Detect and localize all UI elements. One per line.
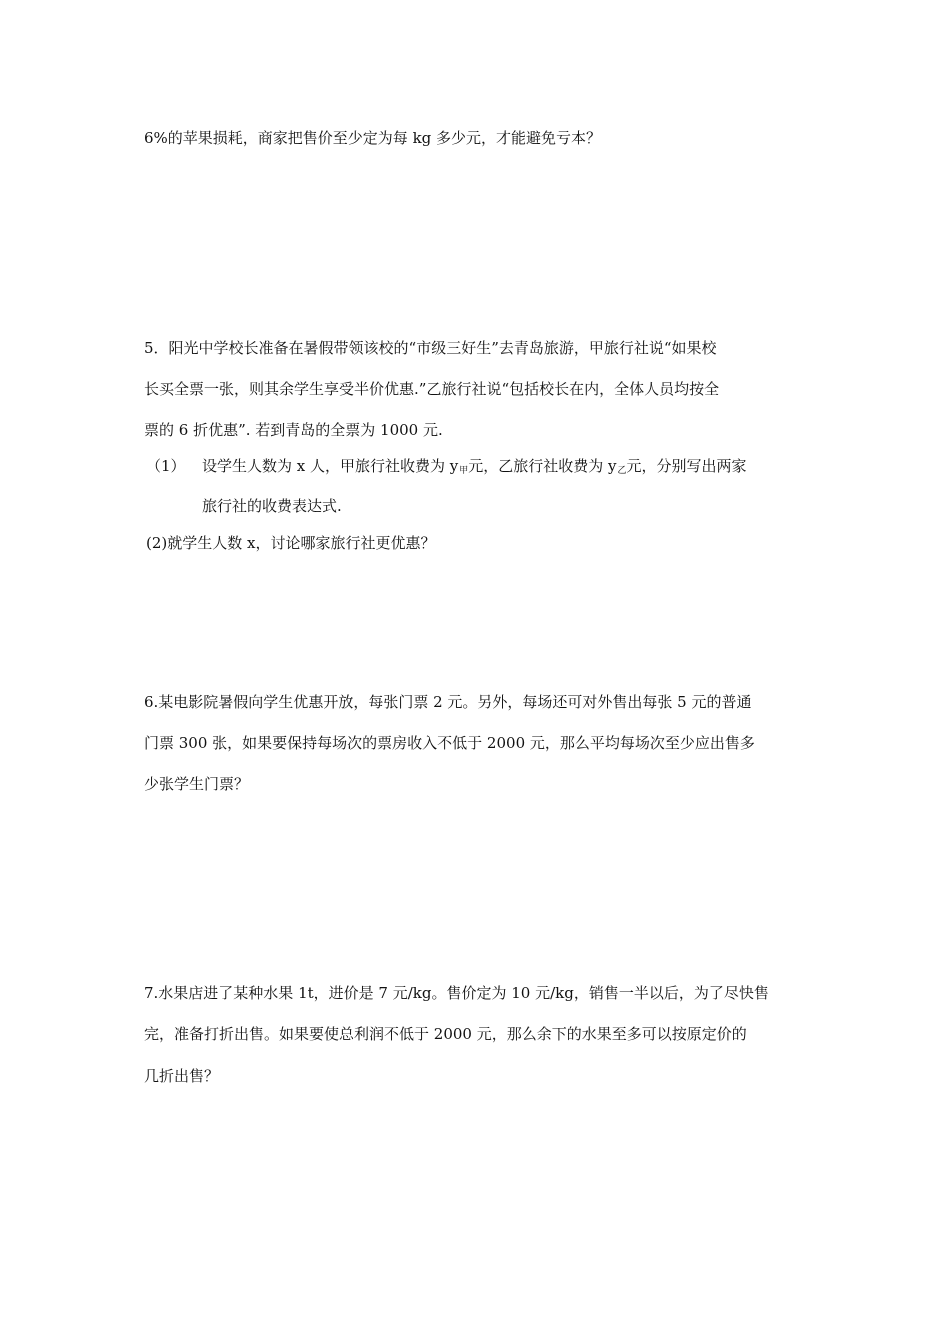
question-6-line-2: 门票 300 张，如果要保持每场次的票房收入不低于 2000 元，那么平均每场次至少应出售多 <box>144 734 755 752</box>
question-6-line-3: 少张学生门票？ <box>144 775 250 793</box>
question-7-line-2: 完，准备打折出售。如果要使总利润不低于 2000 元，那么余下的水果至多可以按原定价的 <box>144 1025 747 1043</box>
part-1-label: （1） <box>146 457 186 475</box>
part-1-text-a: 设学生人数为 x 人，甲旅行社收费为 y <box>202 457 459 475</box>
part-1-text-b: 元，乙旅行社收费为 y <box>468 457 617 475</box>
question-5-line-2: 长买全票一张，则其余学生享受半价优惠.”乙旅行社说“包括校长在内，全体人员均按全 <box>144 380 720 398</box>
question-6-line-1: 6.某电影院暑假向学生优惠开放，每张门票 2 元。另外，每场还可对外售出每张 5 元的普通 <box>144 693 752 711</box>
part-1-text-c: 元，分别写出两家 <box>626 457 747 475</box>
question-5-part-1 <box>146 456 747 481</box>
question-7-line-1: 7.水果店进了某种水果 1t，进价是 7 元/kg。售价定为 10 元/kg，销售一半以后，为了尽快售 <box>144 984 769 1002</box>
question-5-part-1-line-2: 旅行社的收费表达式. <box>202 497 342 515</box>
question-5-line-3: 票的 6 折优惠”. 若到青岛的全票为 1000 元. <box>144 421 443 439</box>
subscript-yi: 乙 <box>617 466 627 476</box>
question-4-tail: 6%的苹果损耗，商家把售价至少定为每 kg 多少元，才能避免亏本？ <box>144 129 602 147</box>
subscript-jia: 甲 <box>459 466 469 476</box>
question-5-part-2: (2)就学生人数 x，讨论哪家旅行社更优惠？ <box>146 534 436 552</box>
question-5-line-1: 5．阳光中学校长准备在暑假带领该校的“市级三好生”去青岛旅游，甲旅行社说“如果校 <box>144 339 717 357</box>
question-7-line-3: 几折出售？ <box>144 1067 220 1085</box>
